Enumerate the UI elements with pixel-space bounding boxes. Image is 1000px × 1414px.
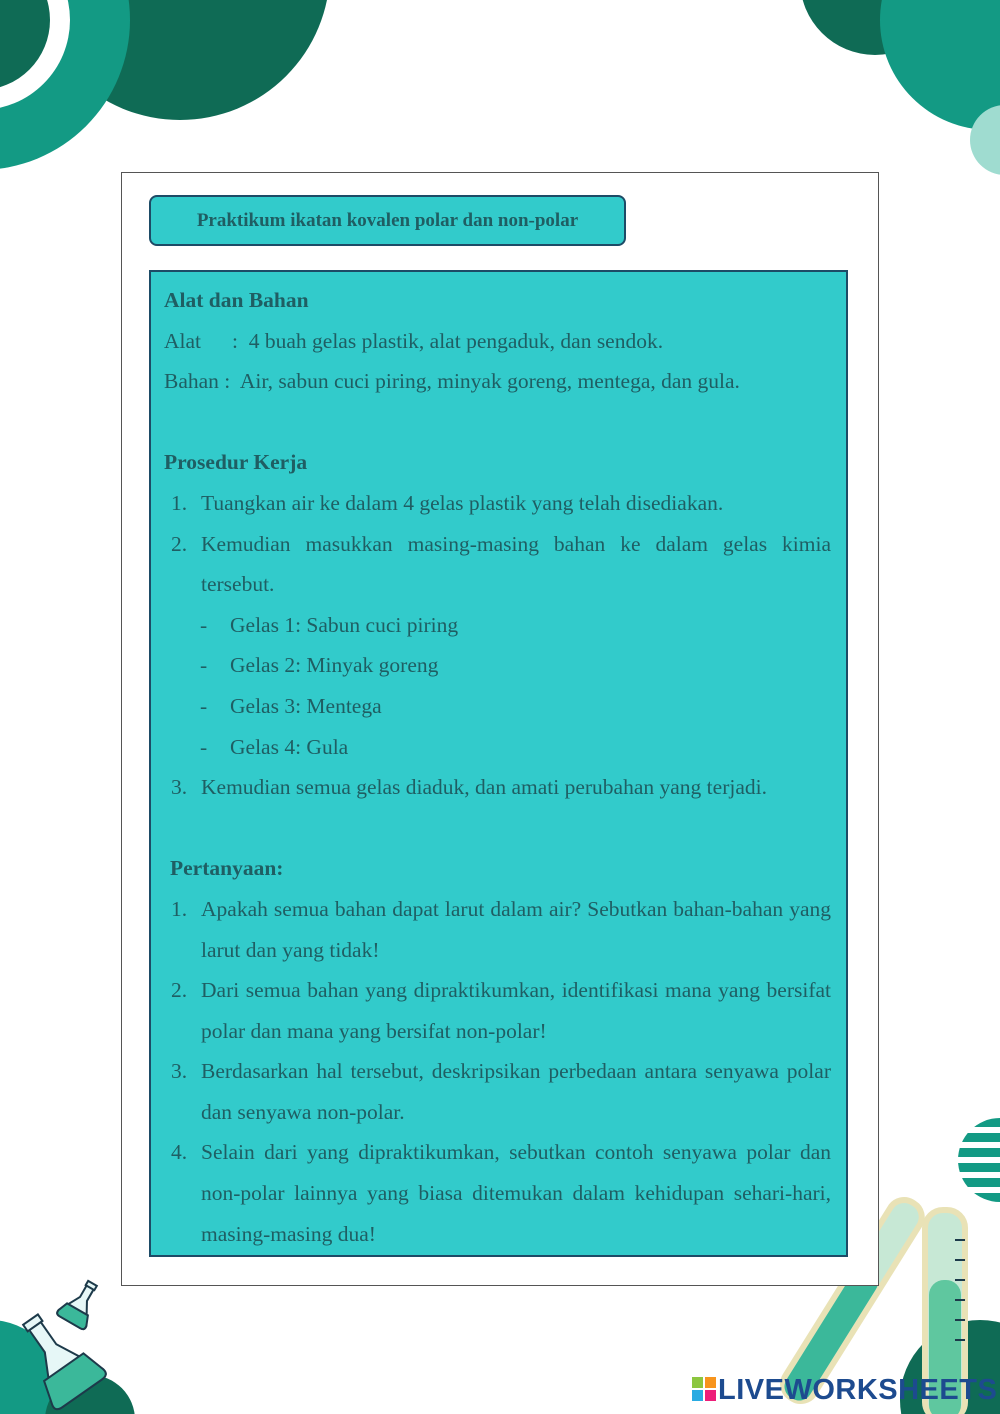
question-item [164, 970, 831, 1051]
step-number: 1. [171, 490, 188, 515]
bahan-value: Air, sabun cuci piring, minyak goreng, mentega, dan gula. [239, 369, 740, 394]
question-number: 3. [171, 1059, 188, 1084]
prosedur-step [164, 524, 831, 605]
gelas-item: - Gelas 3: Mentega [200, 693, 382, 718]
question-number: 1. [171, 896, 188, 921]
question-item [164, 1132, 831, 1254]
gelas-item: - Gelas 1: Sabun cuci piring [200, 612, 459, 637]
alat-label: Alat [164, 328, 202, 353]
question-text: Dari semua bahan yang dipraktikumkan, identifikasi mana yang bersifat polar dan mana yang bersifat non-polar! [201, 978, 831, 1043]
pertanyaan-heading: Pertanyaan: [170, 856, 284, 881]
step-number: 3. [171, 775, 188, 800]
question-text: Apakah semua bahan dapat larut dalam air? Sebutkan bahan-bahan yang larut dan yang tidak! [201, 896, 831, 962]
gelas-item: - Gelas 4: Gula [200, 734, 349, 759]
gelas-item: - Gelas 2: Minyak goreng [200, 653, 439, 678]
question-text: Selain dari yang dipraktikumkan, sebutkan contoh senyawa polar dan non-polar lainnya yang biasa ditemukan dalam kehidupan sehari-hari, masing-masing dua! [201, 1140, 831, 1246]
question-number: 2. [171, 978, 188, 1003]
alat-sep: : [232, 328, 238, 353]
question-text: Berdasarkan hal tersebut, deskripsikan perbedaan antara senyawa polar dan senyawa non-polar. [201, 1059, 831, 1124]
prosedur-step [164, 767, 831, 808]
question-item [164, 1051, 831, 1132]
decorative-circles-top-right [780, 0, 1000, 190]
bahan-line [164, 361, 831, 402]
question-item [164, 889, 831, 970]
bahan-label: Bahan : [164, 369, 231, 394]
alat-bahan-heading: Alat dan Bahan [164, 288, 309, 312]
liveworksheets-logo [692, 1374, 997, 1407]
brand-text: LIVEWORKSHEETS [718, 1374, 998, 1406]
question-number: 4. [171, 1140, 188, 1165]
worksheet-title: Praktikum ikatan kovalen polar dan non-polar [149, 195, 626, 246]
prosedur-step [164, 483, 831, 524]
content-panel [149, 270, 848, 1257]
decorative-flasks-bottom-left [0, 1270, 150, 1414]
alat-line [164, 321, 831, 362]
step-text: Kemudian semua gelas diaduk, dan amati perubahan yang terjadi. [201, 775, 767, 800]
liveworksheets-logo-icon [692, 1377, 716, 1401]
step-text: Kemudian masukkan masing-masing bahan ke dalam gelas kimia tersebut. [201, 531, 831, 597]
step-text: Tuangkan air ke dalam 4 gelas plastik yang telah disediakan. [201, 490, 724, 515]
prosedur-heading: Prosedur Kerja [164, 450, 308, 475]
step-number: 2. [171, 531, 188, 556]
alat-value: 4 buah gelas plastik, alat pengaduk, dan sendok. [248, 328, 664, 353]
